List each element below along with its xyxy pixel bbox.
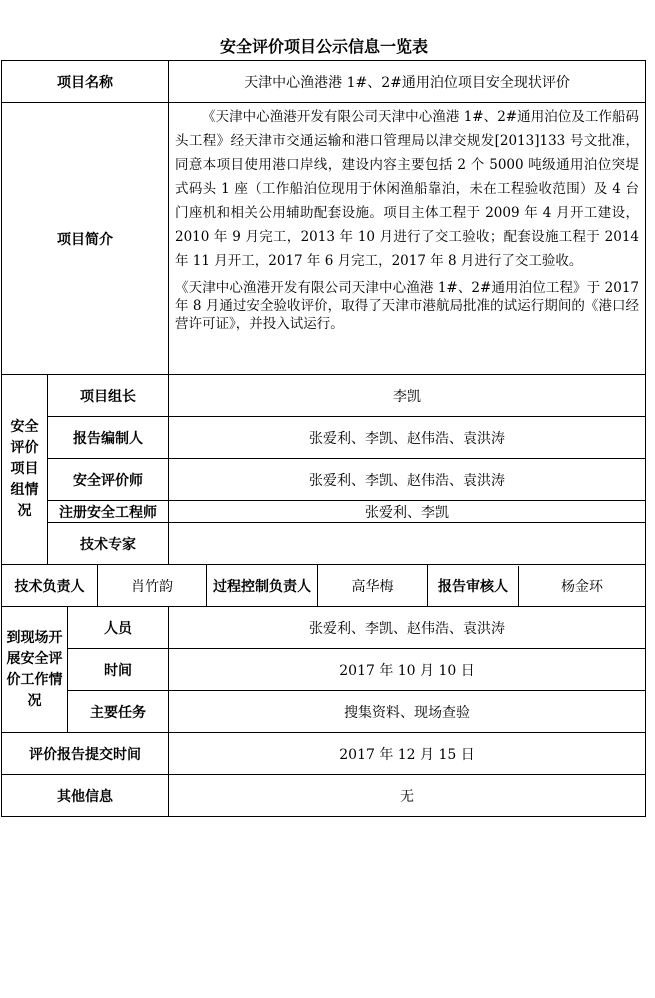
- project-name-label: 项目名称: [2, 61, 169, 103]
- team-row: [2, 375, 646, 417]
- tech-lead-value: 肖竹韵: [98, 565, 207, 607]
- page-title: 安全评价项目公示信息一览表: [219, 37, 428, 56]
- row-other-info: [2, 775, 646, 817]
- team-section-label: [2, 375, 48, 565]
- site-row-value: 张爱利、李凯、赵伟浩、袁洪涛: [169, 607, 646, 649]
- process-control-value: 高华梅: [318, 565, 428, 607]
- team-row-value: 张爱利、李凯、赵伟浩、袁洪涛: [169, 459, 646, 501]
- row-project-intro: [2, 103, 646, 375]
- team-row-label: 项目组长: [48, 375, 169, 417]
- team-row-value: 张爱利、李凯: [169, 501, 646, 523]
- site-row-value: 2017 年 10 月 10 日: [169, 649, 646, 691]
- row-submit-time: [2, 733, 646, 775]
- other-info-value: 无: [169, 775, 646, 817]
- team-row-value: 张爱利、李凯、赵伟浩、袁洪涛: [169, 417, 646, 459]
- project-intro-label: 项目简介: [2, 103, 169, 375]
- site-row: [2, 607, 646, 649]
- reviewer-row: [428, 565, 646, 607]
- project-intro-paragraph-1: 《天津中心渔港开发有限公司天津中心渔港 1#、2#通用泊位及工作船码头工程》经天津市交通运输和港口管理局以津交规发[2013]133 号文批准，同意本项目使用港口岸线，建设内容主要包括 2 个 5000 吨级通用泊位突堤式码头 1 座（工作船泊位现用于休闲渔船靠泊，未在工程验收范围）及 4 台门座机和相关公用辅助配套设施。项目主体工程于 2009 年 4 月开工建设，2010 年 9 月完工，2013 年 10 月进行了交工验收；配套设施工程于 2014 年 11 月开工，2017 年 6 月完工，2017 年 8 月进行了交工验收。: [175, 109, 640, 269]
- team-section-label-text: 安全评价项目组情况: [10, 419, 39, 519]
- reviewer-value: 杨金环: [561, 578, 603, 595]
- site-row-label: 人员: [68, 607, 169, 649]
- team-row-value: [169, 523, 646, 565]
- project-intro-cell: [169, 103, 646, 375]
- info-table: [1, 60, 646, 817]
- team-row-label: 技术专家: [48, 523, 169, 565]
- team-row-label: 报告编制人: [48, 417, 169, 459]
- team-row-value: 李凯: [169, 375, 646, 417]
- site-section-label-text: 到现场开展安全评价工作情况: [6, 629, 63, 709]
- site-row-label: 时间: [68, 649, 169, 691]
- submit-time-label: 评价报告提交时间: [2, 733, 169, 775]
- site-row: [2, 649, 646, 691]
- team-row: [2, 417, 646, 459]
- site-row-value: 搜集资料、现场查验: [169, 691, 646, 733]
- tech-lead-label: 技术负责人: [2, 565, 98, 607]
- row-responsibles: [2, 565, 646, 607]
- team-row: [2, 523, 646, 565]
- team-row-label: 注册安全工程师: [48, 501, 169, 523]
- row-project-name: [2, 61, 646, 103]
- reviewer-label: 报告审核人: [428, 566, 519, 606]
- site-row-label: 主要任务: [68, 691, 169, 733]
- site-section-label: [2, 607, 68, 733]
- team-row-label: 安全评价师: [48, 459, 169, 501]
- project-intro-paragraph-2: 《天津中心渔港开发有限公司天津中心渔港 1#、2#通用泊位工程》于 2017 年 8 月通过安全验收评价，取得了天津市港航局批准的试运行期间的《港口经营许可证》，并投入试运行。: [175, 280, 640, 332]
- team-row: [2, 459, 646, 501]
- submit-time-value: 2017 年 12 月 15 日: [169, 733, 646, 775]
- process-control-label: 过程控制负责人: [207, 565, 318, 607]
- project-name-value: 天津中心渔港港 1#、2#通用泊位项目安全现状评价: [169, 61, 646, 103]
- team-row: [2, 501, 646, 523]
- other-info-label: 其他信息: [2, 775, 169, 817]
- site-row: [2, 691, 646, 733]
